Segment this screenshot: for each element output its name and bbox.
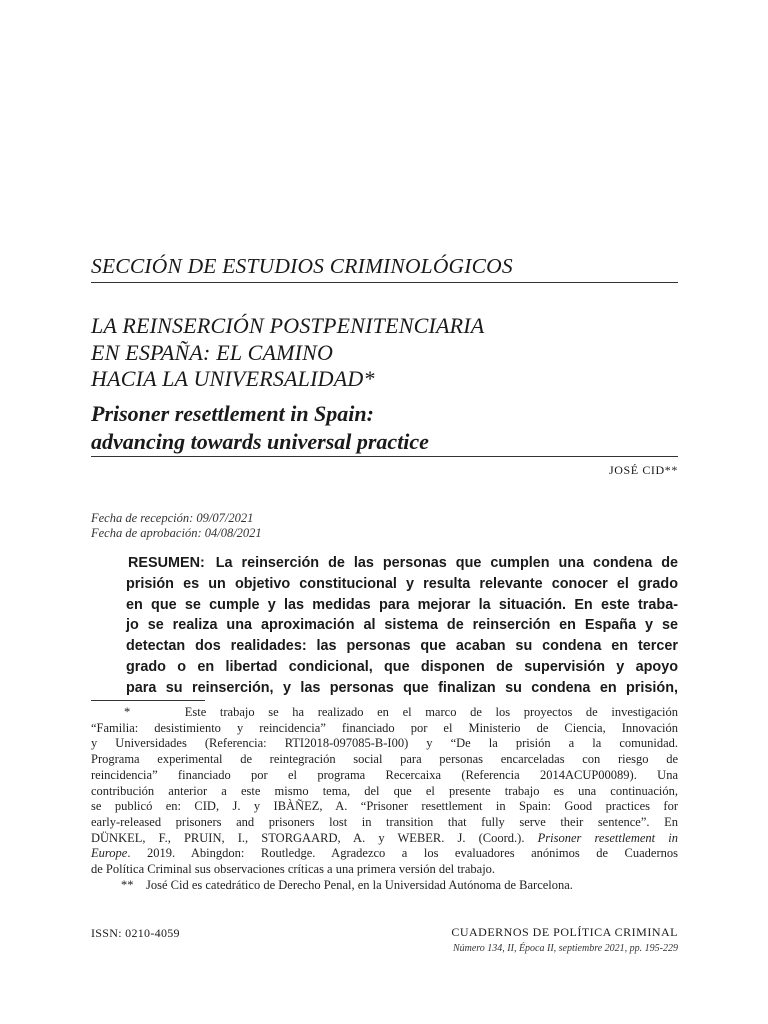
article-dates xyxy=(91,511,262,541)
footnote-rule xyxy=(91,700,205,701)
abstract-line: para su reinserción, y las personas que finalizan su condena en prisión, xyxy=(126,679,678,696)
abstract-text: La reinserción de las personas que cumplen una condena de xyxy=(215,555,679,571)
footnote-line: “Familia: desistimiento y reincidencia” financiado por el Ministerio de Ciencia, Innovación xyxy=(91,720,678,735)
footnote-text: Este trabajo se ha realizado en el marco de los proyectos de investigación xyxy=(184,705,679,719)
book-title: Prisoner resettlement in xyxy=(537,830,679,845)
article-title-spanish xyxy=(91,313,677,393)
abstract-line xyxy=(91,553,678,574)
footnote-line xyxy=(91,705,678,721)
author-name: JOSÉ CID** xyxy=(608,463,678,477)
title-es-line: LA REINSERCIÓN POSTPENITENCIARIA xyxy=(91,313,485,338)
abstract-label: RESUMEN: xyxy=(128,555,205,571)
footnote-text: José Cid es catedrático de Derecho Penal, en la Universidad Autónoma de Barcelona. xyxy=(146,877,573,892)
footnote-line xyxy=(91,831,678,847)
footnote-line xyxy=(91,846,678,862)
journal-name: CUADERNOS DE POLÍTICA CRIMINAL xyxy=(451,925,678,939)
footnote-line: se publicó en: CID, J. y IBÀÑEZ, A. “Prisoner resettlement in Spain: Good practices for xyxy=(91,799,678,814)
footnote-line: y Universidades (Referencia: RTI2018-097085-B-I00) y “De la prisión a la comunidad. xyxy=(91,736,678,751)
footnote-text: . 2019. Abingdon: Routledge. Agradezco a los evaluadores anónimos de Cuadernos xyxy=(127,846,678,861)
abstract-line: grado o en libertad condicional, que disponen de supervisión y apoyo xyxy=(126,658,678,675)
title-rule xyxy=(91,456,678,457)
section-heading: SECCIÓN DE ESTUDIOS CRIMINOLÓGICOS xyxy=(91,254,513,278)
footnote-line xyxy=(91,878,678,894)
footnote-line: reincidencia” financiado por el programa Recercaixa (Referencia 2014ACUP00089). Una xyxy=(91,767,678,782)
footnote-text: DÜNKEL, F., PRUIN, I., STORGAARD, A. y WEBER. J. (Coord.). xyxy=(91,830,525,845)
approved-date: Fecha de aprobación: 04/08/2021 xyxy=(91,526,262,540)
issue-info: Número 134, II, Época II, septiembre 2021, pp. 195-229 xyxy=(452,943,678,954)
abstract-line: en que se cumple y las medidas para mejorar la situación. En este traba- xyxy=(126,596,678,613)
abstract-line: detectan dos realidades: las personas que acaban su condena en tercer xyxy=(126,638,678,655)
issn: ISSN: 0210-4059 xyxy=(91,926,180,940)
title-es-line: HACIA LA UNIVERSALIDAD* xyxy=(91,366,375,391)
abstract-line: prisión es un objetivo constitucional y resulta relevante conocer el grado xyxy=(126,575,678,592)
abstract xyxy=(91,553,678,699)
footnote-line: contribución anterior a este mismo tema, del que el presente trabajo es una continuación, xyxy=(91,783,678,798)
footnotes xyxy=(91,705,678,893)
section-rule xyxy=(91,282,678,283)
footnote-line: early-released prisoners and prisoners lost in transition that fully serve their sentence”. En xyxy=(91,814,678,829)
article-title-english xyxy=(91,400,677,456)
footnote-line: de Política Criminal sus observaciones críticas a una primera versión del trabajo. xyxy=(91,862,496,877)
title-en-line: advancing towards universal practice xyxy=(91,429,429,454)
footnote-mark: * xyxy=(124,705,131,719)
book-title: Europe xyxy=(91,846,128,861)
title-es-line: EN ESPAÑA: EL CAMINO xyxy=(91,339,334,365)
footnote-line: Programa experimental de reintegración social para personas encarceladas con riesgo de xyxy=(91,752,678,767)
footnote-mark: ** xyxy=(121,877,134,892)
abstract-line: jo se realiza una aproximación al sistema de reinserción en España y se xyxy=(126,617,678,634)
title-en-line: Prisoner resettlement in Spain: xyxy=(91,401,374,426)
received-date: Fecha de recepción: 09/07/2021 xyxy=(91,511,254,525)
